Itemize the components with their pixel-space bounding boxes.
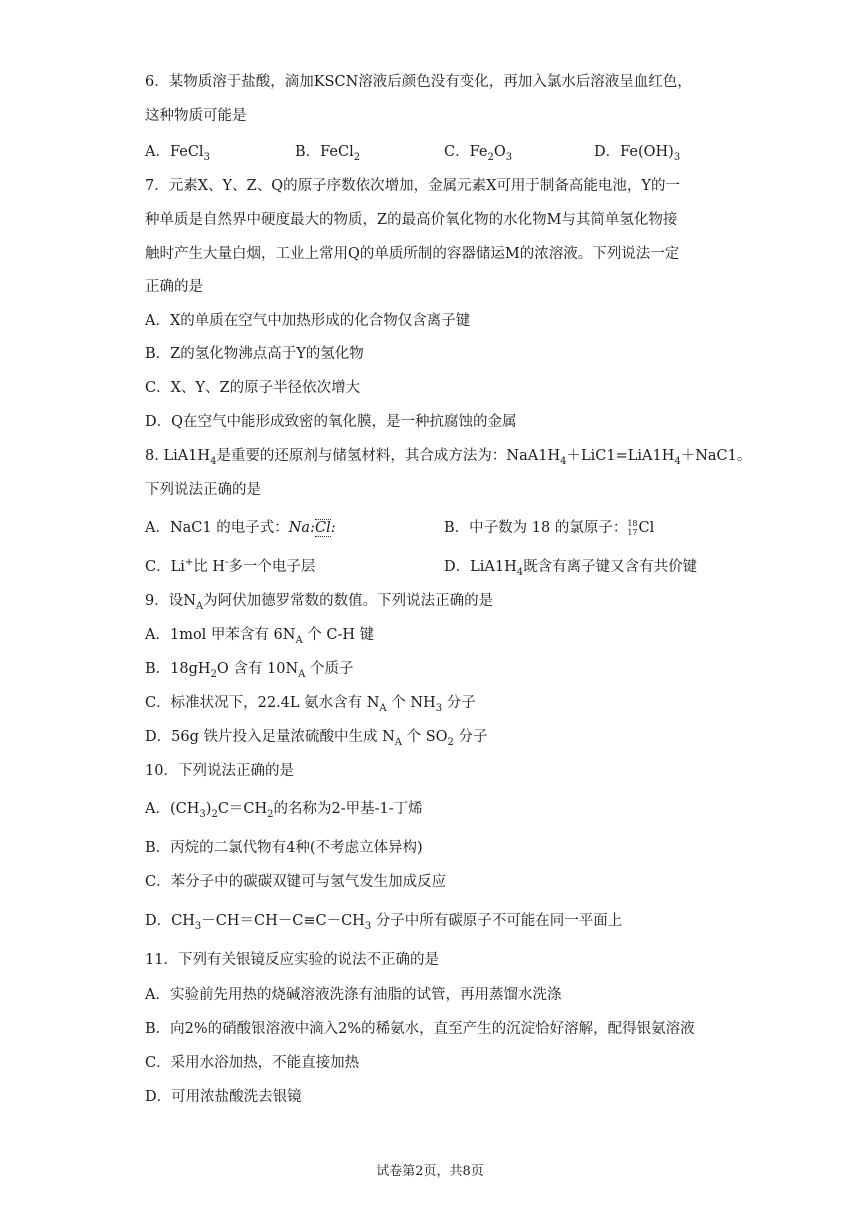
q11-option-a: A．实验前先用热的烧碱溶液洗涤有油脂的试管，再用蒸馏水洗涤 xyxy=(145,987,562,1003)
q7-option-a: A．X的单质在空气中加热形成的化合物仅含离子键 xyxy=(145,313,471,329)
q6-option-d: D．$Fe(OH)_3$ xyxy=(594,144,681,163)
q11-option-b: B．向2%的硝酸银溶液中滴入2%的稀氨水，直至产生的沉淀恰好溶解，配得银氨溶液 xyxy=(145,1021,695,1037)
chlorine-isotope-notation: 18 17 xyxy=(627,519,638,537)
q6-option-a: A．FeCl$_3$ xyxy=(145,144,210,163)
q8-option-a: A．NaC1 的电子式：Na:Cl: xyxy=(145,520,336,536)
q8-stem-line2: 下列说法正确的是 xyxy=(145,482,261,498)
nacl-electron-formula: Na:Cl: xyxy=(288,520,336,536)
q7-stem-line4: 正确的是 xyxy=(145,279,203,295)
q6-option-b: B．FeCl$_2$ xyxy=(295,144,361,163)
q8-option-b: B．中子数为 18 的氯原子：18 17Cl xyxy=(444,519,655,537)
q6-option-c: C．$Fe_2O_3$ xyxy=(444,144,513,163)
isobutene-formula: $(CH_3)_2C=CH_2$ xyxy=(169,801,274,820)
q9-option-c: C．标准状况下，22.4L 氨水含有 $N_A$ 个 $NH_3$ 分子 xyxy=(145,695,476,714)
q9-option-d: D．56g 铁片投入足量浓硫酸中生成 $N_A$ 个 $SO_2$ 分子 xyxy=(145,729,488,748)
q10-option-b: B．丙烷的二氯代物有4种(不考虑立体异构) xyxy=(145,840,423,856)
q8-option-c: C．Li+比 H-多一个电子层 xyxy=(145,557,316,575)
q10-stem: 10．下列说法正确的是 xyxy=(145,763,294,779)
q7-stem-line1: 7．元素X、Y、Z、Q的原子序数依次增加，金属元素X可用于制备高能电池，Y的一 xyxy=(145,178,680,194)
q7-option-c: C．X、Y、Z的原子半径依次增大 xyxy=(145,380,361,396)
q9-option-b: B．$18gH_2O$ 含有 $10N_A$ 个质子 xyxy=(145,661,354,680)
q6-stem-line2: 这种物质可能是 xyxy=(145,108,247,124)
q10-option-a: A．$(CH_3)_2C=CH_2$的名称为2-甲基-1-丁烯 xyxy=(145,801,423,820)
q7-stem-line2: 种单质是自然界中硬度最大的物质，Z的最高价氧化物的水化物M与其简单氢化物接 xyxy=(145,212,678,228)
q8-stem-line1: 8. $LiA1H_4$是重要的还原剂与储氢材料，其合成方法为：$NaA1H_4+LiC1=LiA1H_4+NaC1$。 xyxy=(145,448,752,467)
page-footer: 试卷第2页，共8页 xyxy=(376,1164,484,1179)
q11-stem: 11．下列有关银镜反应实验的说法不正确的是 xyxy=(145,952,439,968)
q11-option-d: D．可用浓盐酸洗去银镜 xyxy=(145,1089,302,1105)
q10-option-c: C．苯分子中的碳碳双键可与氢气发生加成反应 xyxy=(145,874,447,890)
q6-stem-line1: 6．某物质溶于盐酸，滴加KSCN溶液后颜色没有变化，再加入氯水后溶液呈血红色， xyxy=(145,74,692,90)
q9-option-a: A．1mol 甲苯含有 $6N_A$ 个 C-H 键 xyxy=(145,627,375,646)
q7-option-d: D．Q在空气中能形成致密的氧化膜，是一种抗腐蚀的金属 xyxy=(145,414,517,430)
hexenyne-formula: $CH_3-CH=CH-C\equiv C-CH_3$ xyxy=(171,913,372,932)
q10-option-d: D．$CH_3-CH=CH-C\equiv C-CH_3$ 分子中所有碳原子不可能在同一平面上 xyxy=(145,913,623,932)
q8-option-d: D．$LiA1H_4$既含有离子键又含有共价键 xyxy=(444,559,698,578)
q7-option-b: B．Z的氢化物沸点高于Y的氢化物 xyxy=(145,346,364,362)
q11-option-c: C．采用水浴加热，不能直接加热 xyxy=(145,1055,360,1071)
q9-stem: 9．设$N_A$为阿伏加德罗常数的数值。下列说法正确的是 xyxy=(145,593,494,612)
q7-stem-line3: 触时产生大量白烟，工业上常用Q的单质所制的容器储运M的浓溶液。下列说法一定 xyxy=(145,246,680,262)
